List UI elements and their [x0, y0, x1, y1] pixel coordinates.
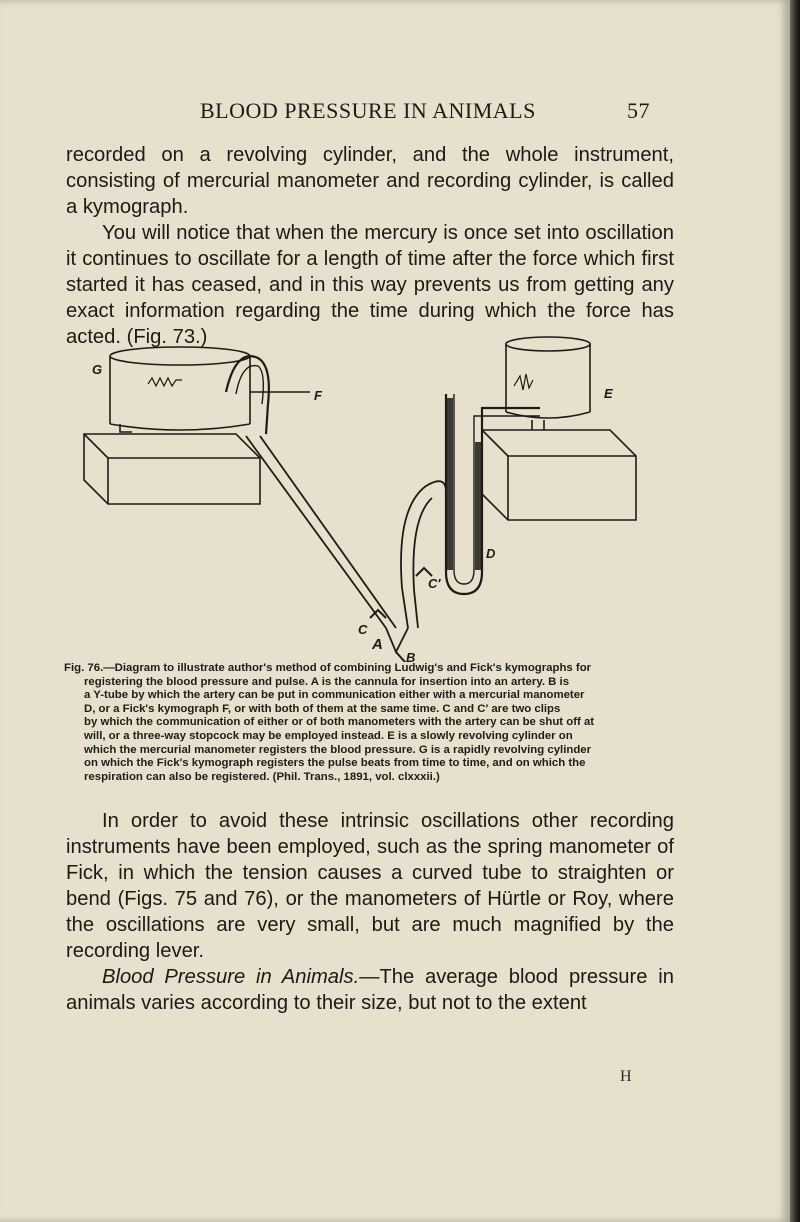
label-b: B [406, 650, 416, 662]
caption-line: which the mercurial manometer registers the blood pressure. G is a rapidly revolving cylinder [84, 743, 592, 756]
paragraph-2: You will notice that when the mercury is once set into oscillation it continues to oscillate for a length of time after the force which first started it has ceased, and in this way prevents us from getting any exact information regarding the time during which the force has acted. (Fig. 73.) [66, 222, 674, 348]
caption-line: on which the Fick's kymograph registers the pulse beats from time to time, and on which the [84, 757, 586, 770]
page-binding-edge [790, 0, 800, 1222]
caption-line: a Y-tube by which the artery can be put in communication either with a mercurial manometer [84, 689, 585, 702]
label-c-prime: C′ [428, 576, 441, 591]
caption-line: by which the communication of either or of both manometers with the artery can be shut off at [84, 716, 595, 729]
figure-caption [64, 662, 676, 784]
cylinder-g-top [110, 347, 250, 365]
label-g: G [92, 362, 103, 377]
paragraph-3: In order to avoid these intrinsic oscillations other recording instruments have been employed, such as the spring manometer of Fick, in which the tension causes a curved tube to straighten or bend (Figs. 75 and 76), or the manometers of Hürtle or Roy, where the oscillations are very small, but are much magnified by the recording lever. [66, 810, 674, 962]
signature-mark: H [620, 1068, 632, 1085]
caption-lead: Fig. 76.—Diagram to illustrate author's method of combining Ludwig's and Fick's kymographs for [64, 662, 592, 674]
cylinder-e-top [506, 337, 590, 351]
figure-76-diagram [70, 332, 670, 662]
paragraph-block-bottom [66, 808, 674, 1016]
caption-line: registering the blood pressure and pulse. A is the cannula for insertion into an artery. B is [84, 675, 570, 688]
caption-line: respiration can also be registered. (Phil. Trans., 1891, vol. clxxxii.) [84, 770, 440, 783]
paragraph-block-top [66, 142, 674, 350]
running-title: BLOOD PRESSURE IN ANIMALS [200, 98, 536, 123]
label-f: F [314, 388, 322, 403]
paragraph-4 [66, 964, 674, 1016]
section-title: Blood Pressure in Animals. [102, 966, 360, 988]
paragraph-1: recorded on a revolving cylinder, and the whole instrument, consisting of mercurial manometer and recording cylinder, is called a kymograph. [66, 144, 674, 218]
label-a: A [372, 636, 383, 653]
page-number: 57 [627, 98, 650, 123]
label-d: D [486, 546, 496, 561]
label-e: E [604, 386, 613, 401]
caption-line: will, or a three-way stopcock may be employed instead. E is a slowly revolving cylinder on [84, 729, 573, 742]
label-c: C [358, 622, 368, 637]
paragraph-4-text: —The average blood pressure in animals varies according to their size, but not to the extent [66, 966, 674, 1014]
caption-line: D, or a Fick's kymograph F, or with both of them at the same time. C and C′ are two clips [84, 702, 561, 715]
